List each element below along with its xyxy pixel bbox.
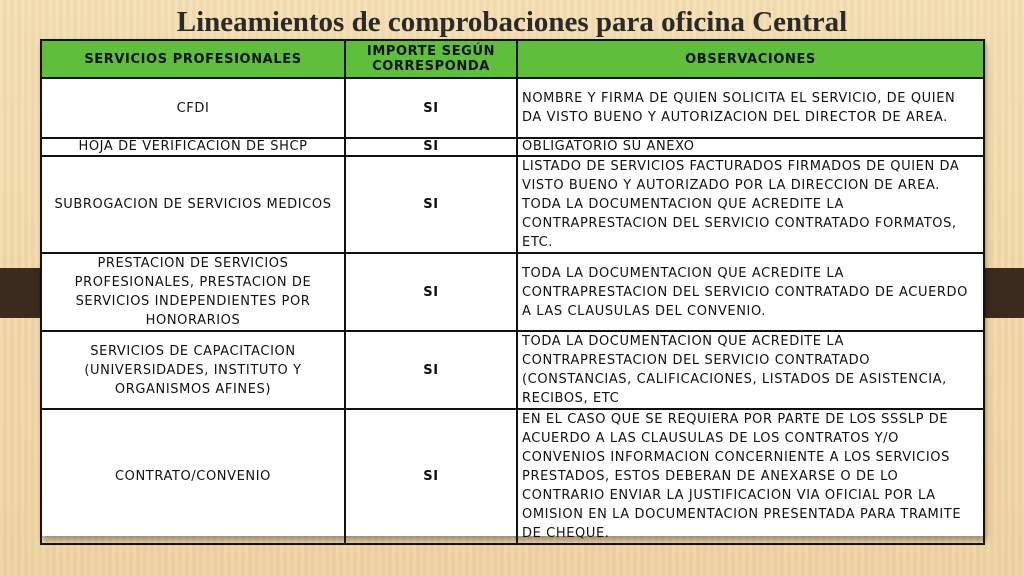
servicio-cell: CONTRATO/CONVENIO [41,409,345,544]
observaciones-cell: NOMBRE Y FIRMA DE QUIEN SOLICITA EL SERVICIO, DE QUIEN DA VISTO BUENO Y AUTORIZACION DEL DIRECTOR DE AREA. [517,78,984,138]
header-observaciones: OBSERVACIONES [517,40,984,78]
importe-cell: SI [345,156,517,253]
requirements-table-container [40,39,983,541]
header-importe-label: IMPORTE SEGÚN CORRESPONDA [366,44,496,74]
importe-cell: SI [345,409,517,544]
observaciones-cell: EN EL CASO QUE SE REQUIERA POR PARTE DE LOS SSSLP DE ACUERDO A LAS CLAUSULAS DE LOS CONTRATOS Y/O CONVENIOS INFORMACION CONCERNIENTE A LOS SERVICIOS PRESTADOS, ESTOS DEBERAN DE ANEXARSE O DE LO CONTRARIO ENVIAR LA JUSTIFICACION VIA OFICIAL POR LA OMISION EN LA DOCUMENTACION PRESENTADA PARA TRAMITE DE CHEQUE. [517,409,984,544]
observaciones-cell: TODA LA DOCUMENTACION QUE ACREDITE LA CONTRAPRESTACION DEL SERVICIO CONTRATADO (CONSTANCIAS, CALIFICACIONES, LISTADOS DE ASISTENCIA, RECIBOS, ETC [517,331,984,409]
servicio-cell: HOJA DE VERIFICACION DE SHCP [41,138,345,156]
servicio-cell: PRESTACION DE SERVICIOS PROFESIONALES, PRESTACION DE SERVICIOS INDEPENDIENTES POR HONORARIOS [41,253,345,331]
observaciones-cell: OBLIGATORIO SU ANEXO [517,138,984,156]
table-row [41,156,984,253]
importe-cell: SI [345,331,517,409]
servicio-cell: SERVICIOS DE CAPACITACION (UNIVERSIDADES, INSTITUTO Y ORGANISMOS AFINES) [41,331,345,409]
requirements-table [40,39,985,545]
servicio-cell: SUBROGACION DE SERVICIOS MEDICOS [41,156,345,253]
table-row [41,331,984,409]
table-header-row [41,40,984,78]
table-row [41,138,984,156]
servicio-cell: CFDI [41,78,345,138]
table-row [41,253,984,331]
observaciones-cell: TODA LA DOCUMENTACION QUE ACREDITE LA CONTRAPRESTACION DEL SERVICIO CONTRATADO DE ACUERDO A LAS CLAUSULAS DEL CONVENIO. [517,253,984,331]
slide-title: Lineamientos de comprobaciones para oficina Central [176,6,848,38]
table-row [41,78,984,138]
header-importe [345,40,517,78]
table-row [41,409,984,544]
observaciones-cell: LISTADO DE SERVICIOS FACTURADOS FIRMADOS DE QUIEN DA VISTO BUENO Y AUTORIZADO POR LA DIRECCION DE AREA. TODA LA DOCUMENTACION QUE ACREDITE LA CONTRAPRESTACION DEL SERVICIO CONTRATADO FORMATOS, ETC. [517,156,984,253]
importe-cell: SI [345,138,517,156]
header-servicios: SERVICIOS PROFESIONALES [41,40,345,78]
importe-cell: SI [345,253,517,331]
importe-cell: SI [345,78,517,138]
